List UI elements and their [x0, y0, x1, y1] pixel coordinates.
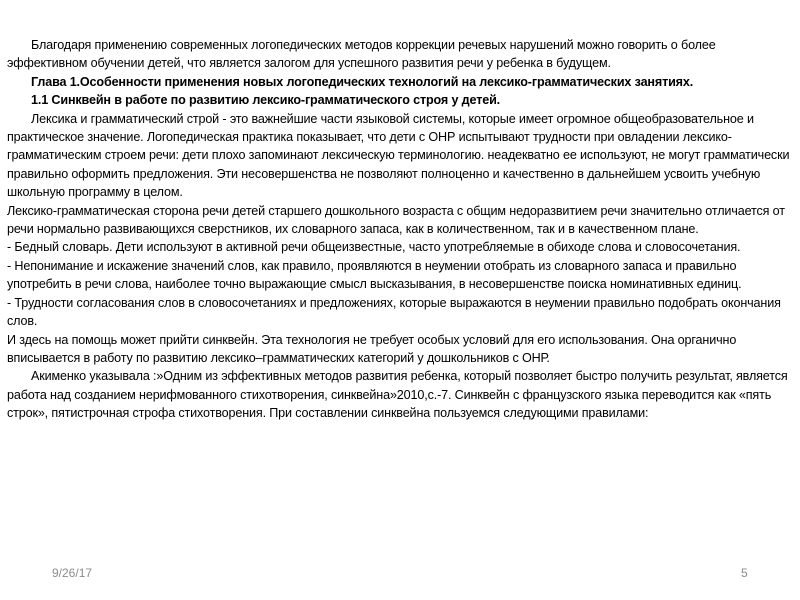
lexicon-paragraph: Лексика и грамматический строй - это важнейшие части языковой системы, которые имеет огромное общеобразовательное и практическое значение. Логопедическая практика показывает, что дети с ОНР испытывают трудности при овладении лексико-грамматическим строем речи: дети плохо запоминают лексическую терминологию. неадекватно ее используют, не могут грамматически правильно оформить предложения. Эти несовершенства не позволяют полноценно и качественно в дальнейшем усвоить учебную школьную программу в целом. — [7, 111, 790, 200]
footer-date: 9/26/17 — [52, 566, 93, 580]
lexico-grammatical-paragraph: Лексико-грамматическая сторона речи детей старшего дошкольного возраста с общим недоразвитием речи значительно отличается от речи нормально развивающихся сверстников, их словарного запаса, как в количественном, так и в качественном плане. — [7, 203, 785, 237]
list-item-agreement-difficulty: - Трудности согласования слов в словосочетаниях и предложениях, которые выражаются в неумении правильно подобрать окончания слов. — [7, 295, 781, 329]
sinkwine-paragraph: И здесь на помощь может прийти синквейн. Эта технология не требует особых условий для его использования. Она органично вписывается в работу по развитию лексико–грамматических категорий у дошкольников с ОНР. — [7, 332, 737, 365]
chapter-heading: Глава 1.Особенности применения новых логопедических технологий на лексико-грамматических занятиях. — [31, 74, 694, 89]
intro-paragraph: Благодаря применению современных логопедических методов коррекции речевых нарушений можно говорить о более эффективном обучении детей, что является залогом для успешного развития речи у ребенка в будущем. — [7, 38, 716, 71]
list-item-poor-vocabulary: - Бедный словарь. Дети используют в активной речи общеизвестные, часто употребляемые в обиходе слова и словосочетания. — [7, 240, 741, 255]
akimenko-paragraph: Акименко указывала :»Одним из эффективных методов развития ребенка, который позволяет быстро получить результат, является работа над созданием нерифмованного стихотворения, синквейна»2010,с.-7. Синквейн с французского языка переводится как «пять строк», пятистрочная строфа стихотворения. При составлении синквейна пользуемся следующими правилами: — [7, 369, 788, 421]
slide-body-text — [7, 36, 791, 423]
section-heading: 1.1 Синквейн в работе по развитию лексико-грамматического строя у детей. — [31, 93, 501, 108]
page-number: 5 — [741, 566, 748, 580]
list-item-misunderstanding: - Непонимание и искажение значений слов, как правило, проявляются в неумении отобрать из словарного запаса и правильно употребить в речи слова, наиболее точно выражающие смысл высказывания, в несовершенстве поиска номинативных единиц. — [7, 258, 742, 292]
